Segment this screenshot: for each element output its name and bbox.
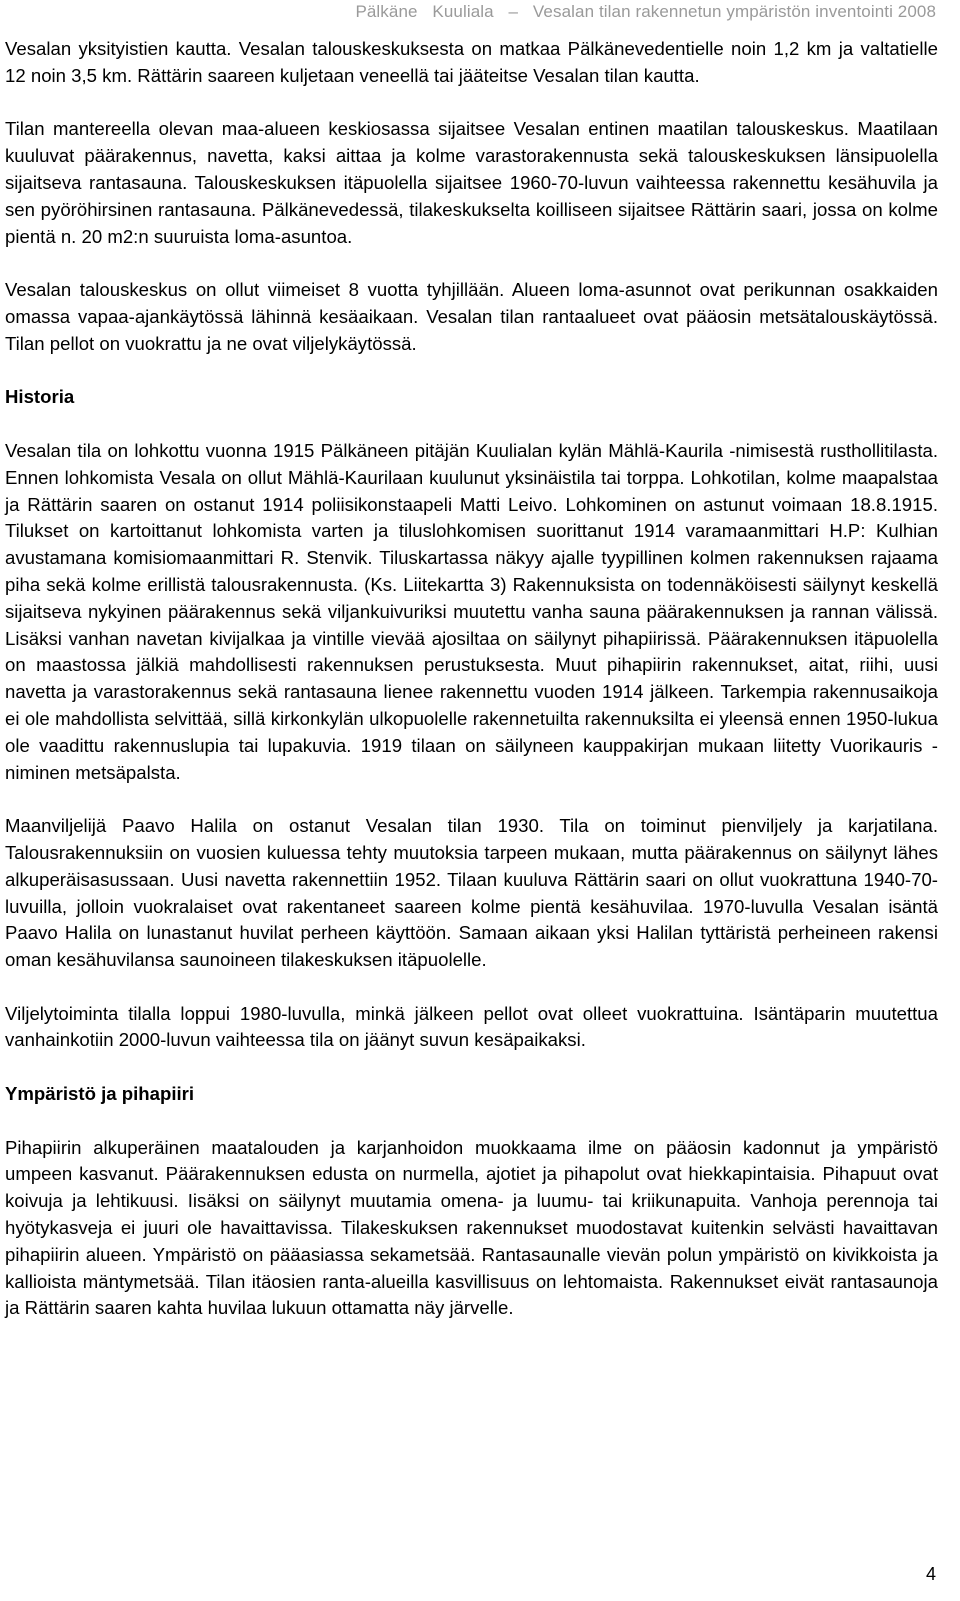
- paragraph-farming-ended: Viljelytoiminta tilalla loppui 1980-luvulla, minkä jälkeen pellot ovat olleet vuokrattuina. Isäntäparin muutettua vanhainkotiin 2000-luvun vaihteessa tila on jäänyt suvun kesäpaikaksi.: [5, 1002, 938, 1051]
- header-dash: –: [508, 2, 519, 21]
- heading-ymparisto: Ympäristö ja pihapiiri: [5, 1083, 195, 1105]
- paragraph-site-description: Tilan mantereella olevan maa-alueen keskiosassa sijaitsee Vesalan entinen maatilan talouskeskus. Maatilaan kuuluvat päärakennus, navetta, kaksi aittaa ja kolme varastorakennusta sekä talouskeskuksen länsipuolella sijaitseva rantasauna. Talouskeskuksen itäpuolella sijaitsee 1960-70-luvun vaihteessa rakennettu kesähuvila ja sen pyöröhirsinen rantasauna. Pälkänevedessä, tilakeskukselta koilliseen sijaitsee Rättärin saari, jossa on kolme pientä n. 20 m2:n suuruista loma-asuntoa.: [5, 118, 938, 247]
- header-title: Vesalan tilan rakennetun ympäristön inventointi 2008: [532, 2, 936, 21]
- page-number: 4: [925, 1564, 936, 1584]
- heading-historia: Historia: [5, 386, 75, 408]
- paragraph-history: Vesalan tila on lohkottu vuonna 1915 Pälkäneen pitäjän Kuulialan kylän Mählä-Kaurila -nimisestä rusthollitilasta. Ennen lohkomista Vesala on ollut Mählä-Kaurilaan kuulunut yksinäistila tai torppa. Lohkotilan, kolme maapalstaa ja Rättärin saaren on ostanut 1914 poliisikonstaapeli Matti Leivo. Lohkominen on astunut voimaan 18.8.1915. Tilukset on kartoittanut lohkomista varten ja tiluslohkomisen suorittanut 1914 varamaanmittari H.P: Kulhian avustamana komisiomaanmittari R. Stenvik. Tiluskartassa näkyy ajalle tyypillinen kolmen rakennuksen rajaama piha sekä kolme erillistä talousrakennusta. (Ks. Liitekartta 3) Rakennuksista on todennäköisesti säilynyt keskellä sijaitseva nykyinen päärakennus sekä viljankuivuriksi muutettu vanha sauna päärakennuksen ja rannan välissä. Lisäksi vanhan navetan kivijalkaa ja vintille vievää ajosiltaa on säilynyt pihapiirissä. Päärakennuksen itäpuolella on maastossa jälkiä mahdollisesti rakennuksen perustuksesta. Muut pihapiirin rakennukset, aitat, riihi, uusi navetta ja varastorakennus sekä rantasauna lienee rakennettu vuoden 1914 jälkeen. Tarkempia rakennusaikoja ei ole mahdollista selvittää, sillä kirkonkylän ulkopuolelle rakennetuilta rakennuksilta ei yleensä ennen 1950-lukua ole vaadittu rakennuslupia tai lupakuvia. 1919 tilaan on säilyneen kauppakirjan mukaan liitetty Vuorikauris -niminen metsäpalsta.: [5, 439, 938, 783]
- paragraph-halila: Maanviljelijä Paavo Halila on ostanut Vesalan tilan 1930. Tila on toiminut pienviljely ja karjatilana. Talousrakennuksiin on vuosien kuluessa tehty muutoksia tarpeen mukaan, mutta päärakennus on säilynyt lähes alkuperäisasussaan. Uusi navetta rakennettiin 1952. Tilaan kuuluva Rättärin saari on ollut vuokrattuna 1940-70-luvuilla, jolloin vuokralaiset ovat rakentaneet saareen kolme pientä kesähuvilaa. 1970-luvulla Vesalan isäntä Paavo Halila on lunastanut huvilat perheen käyttöön. Samaan aikaan yksi Halilan tyttäristä perheineen rakensi oman kesähuvilansa saunoineen tilakeskuksen itäpuolelle.: [5, 815, 938, 971]
- paragraph-access: Vesalan yksityistien kautta. Vesalan talouskeskuksesta on matkaa Pälkänevedentielle noin 1,2 km ja valtatielle 12 noin 3,5 km. Rättärin saareen kuljetaan veneellä tai jääteitse Vesalan tilan kautta.: [5, 38, 938, 86]
- running-header: [355, 2, 936, 22]
- paragraph-current-use: Vesalan talouskeskus on ollut viimeiset 8 vuotta tyhjillään. Alueen loma-asunnot ovat perikunnan osakkaiden omassa vapaa-ajankäytössä lähinnä kesäaikaan. Vesalan tilan rantaalueet ovat pääosin metsätalouskäytössä. Tilan pellot on vuokrattu ja ne ovat viljelykäytössä.: [5, 279, 938, 354]
- paragraph-environment: Pihapiirin alkuperäinen maatalouden ja karjanhoidon muokkaama ilme on pääosin kadonnut ja ympäristö umpeen kasvanut. Päärakennuksen edusta on nurmella, ajotiet ja pihapolut ovat hiekkapintaisia. Pihapuut ovat koivuja ja lehtikuusi. Iisäksi on säilynyt muutamia omena- ja luumu- tai kriikunapuita. Vanhoja perennoja tai hyötykasveja ei juuri ole havaittavissa. Tilakeskuksen rakennukset muodostavat kuitenkin selvästi havaittavan pihapiirin alueen. Ympäristö on pääasiassa sekametsää. Rantasaunalle vievän polun ympäristö on kivikkoista ja kallioista mäntymetsää. Tilan itäosien ranta-alueilla kasvillisuus on lehtomaista. Rakennukset eivät rantasaunoja ja Rättärin saaren kahta huvilaa lukuun ottamatta näy järvelle.: [5, 1136, 938, 1319]
- document-body: [5, 36, 938, 1322]
- header-village: Kuuliala: [432, 2, 494, 21]
- header-municipality: Pälkäne: [355, 2, 418, 21]
